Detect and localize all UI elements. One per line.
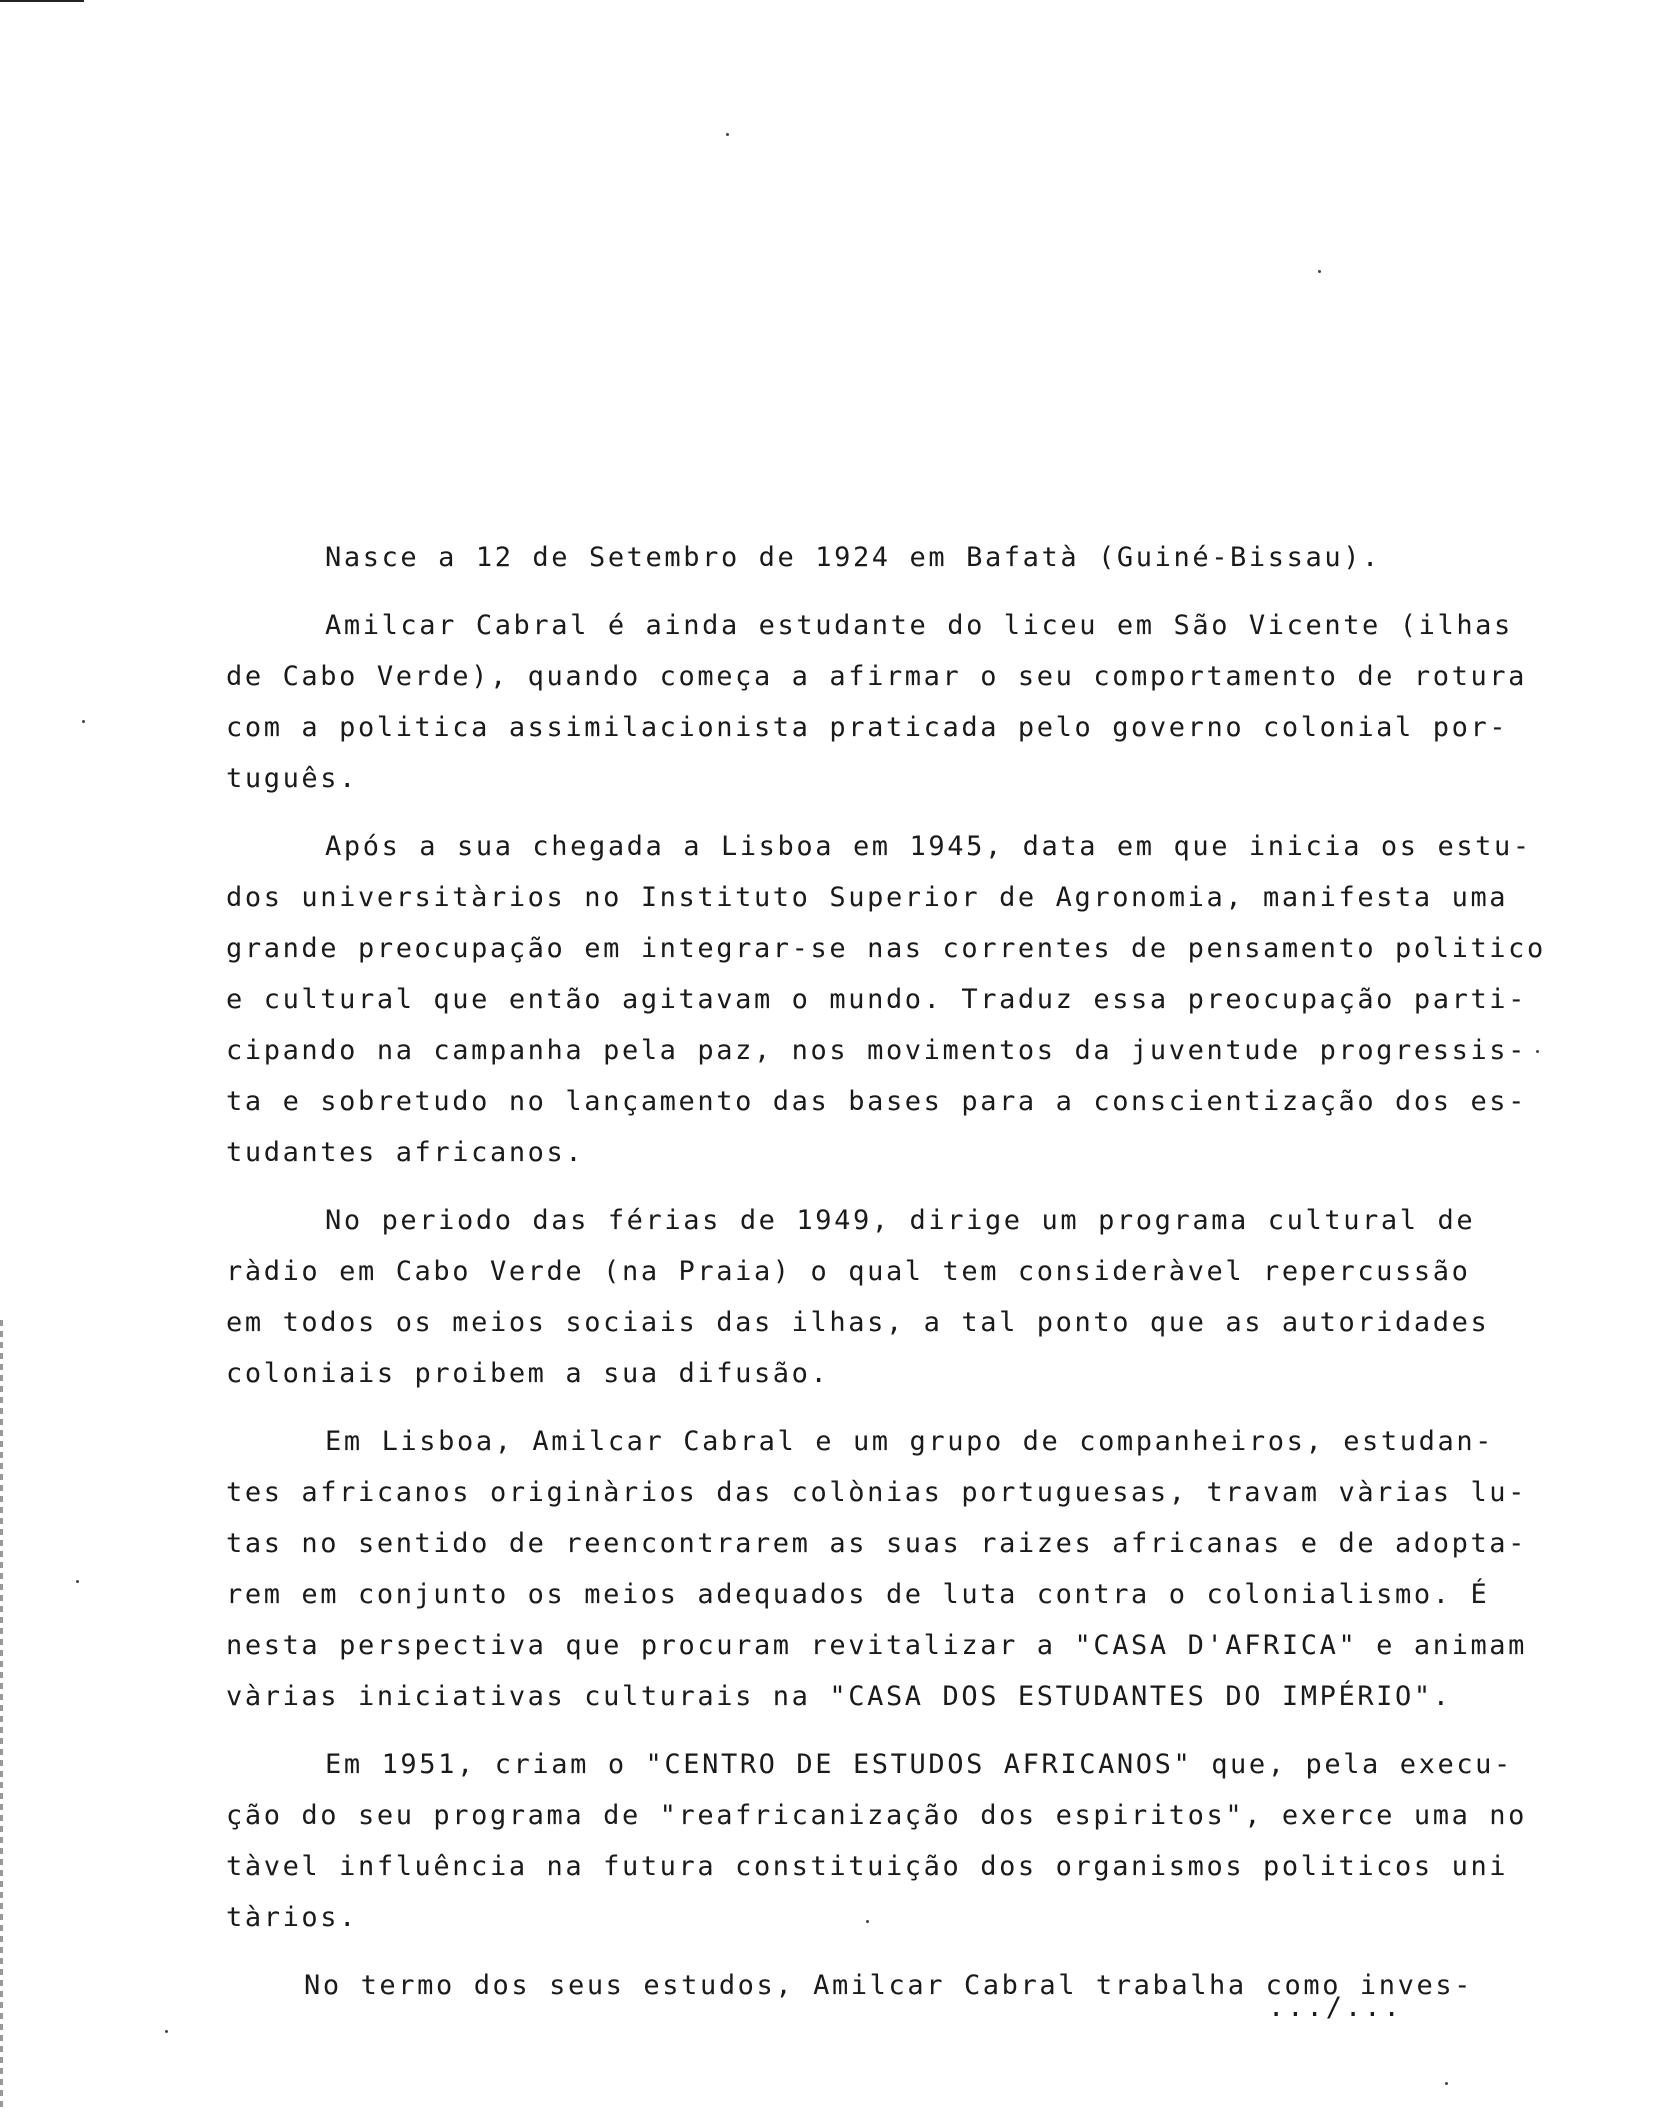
text-line: No periodo das férias de 1949, dirige um programa cultural de	[325, 1205, 1476, 1236]
paragraph-birth	[226, 532, 1606, 583]
scan-speck	[76, 1580, 79, 1583]
scan-edge-shadow	[0, 1320, 3, 2112]
text-line: Após a sua chegada a Lisboa em 1945, data em que inicia os estu-	[325, 831, 1532, 862]
text-line: vàrias iniciativas culturais na "CASA DOS ESTUDANTES DO IMPÉRIO".	[226, 1681, 1452, 1712]
text-line: tàrios.	[226, 1902, 358, 1933]
paragraph-lisbon-struggles	[226, 1416, 1606, 1722]
text-line: com a politica assimilacionista praticada pelo governo colonial por-	[226, 712, 1509, 743]
scan-speck	[726, 133, 729, 136]
paragraph-student-years	[226, 600, 1606, 804]
text-line: cipando na campanha pela paz, nos movimentos da juventude progressis-	[226, 1035, 1528, 1066]
continuation-mark: .../...	[1268, 1992, 1403, 2023]
text-line: rem em conjunto os meios adequados de luta contra o colonialismo. É	[226, 1579, 1490, 1610]
text-line: tuguês.	[226, 763, 358, 794]
text-line: de Cabo Verde), quando começa a afirmar o seu comportamento de rotura	[226, 661, 1528, 692]
text-line: em todos os meios sociais das ilhas, a tal ponto que as autoridades	[226, 1307, 1490, 1338]
text-line: Nasce a 12 de Setembro de 1924 em Bafatà (Guiné-Bissau).	[325, 542, 1381, 573]
scan-speck	[82, 720, 85, 723]
scan-speck	[1318, 270, 1321, 273]
paragraph-african-studies-centre	[226, 1739, 1606, 1943]
text-line: tudantes africanos.	[226, 1137, 585, 1168]
text-line: tes africanos originàrios das colònias portuguesas, travam vàrias lu-	[226, 1477, 1528, 1508]
text-line: No termo dos seus estudos, Amilcar Cabral trabalha como inves-	[304, 1970, 1474, 2001]
text-line: Em 1951, criam o "CENTRO DE ESTUDOS AFRICANOS" que, pela execu-	[325, 1749, 1513, 1780]
corner-rule	[0, 0, 84, 2]
scan-speck	[165, 2030, 168, 2033]
text-line: ção do seu programa de "reafricanização dos espiritos", exerce uma no	[226, 1800, 1528, 1831]
text-line: tàvel influência na futura constituição dos organismos politicos uni	[226, 1851, 1509, 1882]
text-line: tas no sentido de reencontrarem as suas raizes africanas e de adopta-	[226, 1528, 1528, 1559]
text-line: Em Lisboa, Amilcar Cabral e um grupo de companheiros, estudan-	[325, 1426, 1495, 1457]
scan-speck	[1445, 2082, 1448, 2085]
text-line: ta e sobretudo no lançamento das bases para a conscientização dos es-	[226, 1086, 1528, 1117]
text-line: grande preocupação em integrar-se nas correntes de pensamento politico	[226, 933, 1546, 964]
paragraph-radio-program	[226, 1195, 1606, 1399]
text-line: nesta perspectiva que procuram revitalizar a "CASA D'AFRICA" e animam	[226, 1630, 1528, 1661]
text-line: Amilcar Cabral é ainda estudante do liceu em São Vicente (ilhas	[325, 610, 1513, 641]
text-line: coloniais proibem a sua difusão.	[226, 1358, 830, 1389]
text-line: e cultural que então agitavam o mundo. Traduz essa preocupação parti-	[226, 984, 1528, 1015]
typewritten-body	[226, 532, 1606, 2028]
text-line: dos universitàrios no Instituto Superior de Agronomia, manifesta uma	[226, 882, 1509, 913]
paragraph-lisbon-arrival	[226, 821, 1606, 1178]
text-line: ràdio em Cabo Verde (na Praia) o qual tem consideràvel repercussão	[226, 1256, 1471, 1287]
